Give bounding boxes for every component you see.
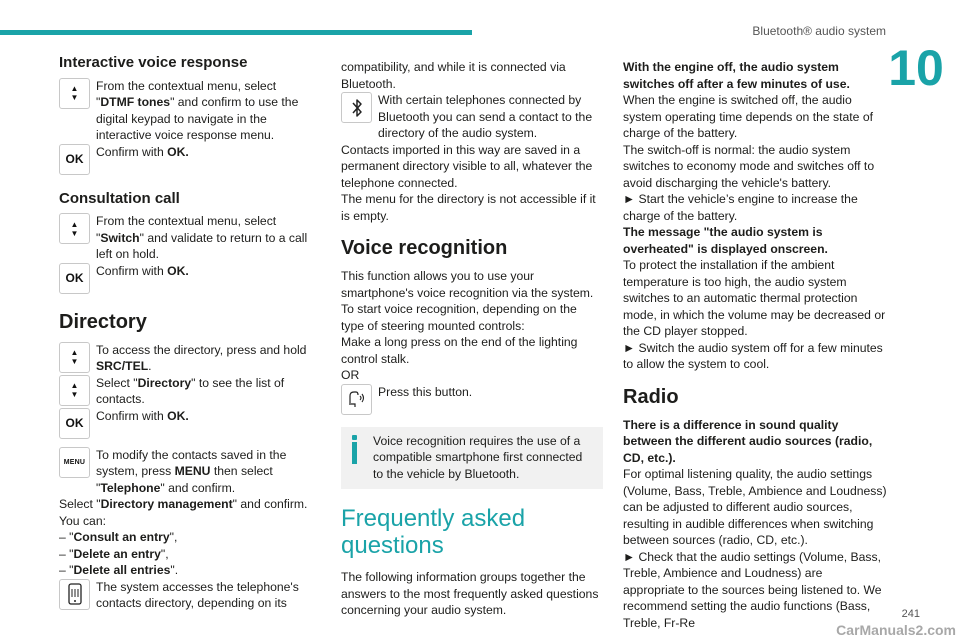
column-2 [341, 59, 603, 619]
question-heading: The message "the audio system is overheated" is displayed onscreen. [623, 225, 828, 256]
paragraph: The menu for the directory is not accessible if it is empty. [341, 192, 596, 223]
paragraph: compatibility, and while it is connected via Bluetooth. [341, 60, 566, 91]
paragraph: Make a long press on the end of the lighting control stalk. [341, 335, 578, 366]
dir-paragraph-select: Select "Directory management" and confirm. [59, 497, 308, 511]
menu-button-icon: MENU [59, 447, 90, 478]
section-heading-voice-recognition: Voice recognition [341, 237, 508, 259]
paragraph: ► Switch the audio system off for a few minutes to allow the system to cool. [623, 340, 883, 371]
paragraph: To protect the installation if the ambient temperature is too high, the audio system switches to an automatic thermal protection mode, in which the volume may be decreased or the CD player stopped. [623, 258, 886, 338]
dir-step-2: ▲ ▼ Select "Directory" to see the list of contacts. [59, 375, 317, 408]
smartphone-icon [59, 579, 90, 610]
paragraph: ► Start the vehicle’s engine to increase the charge of the battery. [623, 192, 858, 223]
paragraph: ► Check that the audio settings (Volume, Bass, Treble, Ambience and Loudness) are appropriate to the sources being listened to. We recommend setting the audio functions (Bass, Treble, Fr-Re [623, 549, 882, 630]
paragraph: To start voice recognition, depending on the type of steering mounted controls: [341, 302, 577, 333]
section-heading-radio: Radio [623, 385, 679, 408]
up-down-arrows-icon: ▲ ▼ [59, 342, 90, 373]
paragraph: The switch-off is normal: the audio system switches to economy mode and switches off to avoid discharging the vehicle's battery. [623, 142, 875, 190]
voice-command-icon [341, 384, 372, 415]
list-item: – "Delete all entries". [59, 563, 179, 577]
section-heading-consultation: Consultation call [59, 189, 180, 207]
dir-step-1: ▲ ▼ To access the directory, press and hold SRC/TEL. [59, 342, 317, 375]
column-1 [59, 55, 317, 612]
ivr-instruction: From the contextual menu, select "DTMF tones" and confirm to use the digital keypad to navigate in the interactive voice response menu. [96, 78, 299, 142]
up-down-arrows-icon: ▲ ▼ [59, 213, 90, 244]
ivr-step [59, 78, 317, 144]
consult-step [59, 213, 317, 263]
dir-confirm: OK Confirm with OK. [59, 408, 317, 439]
dir-paragraph-you-can: You can: [59, 513, 106, 528]
footer-watermark: CarManuals2.com [836, 622, 956, 638]
info-icon [349, 433, 359, 464]
voice-button-step: Press this button. [341, 384, 603, 415]
bluetooth-icon [341, 92, 372, 123]
dir-options-list [59, 529, 317, 579]
paragraph: Contacts imported in this way are saved in a permanent directory visible to all, whatever the telephone connected. [341, 142, 593, 190]
info-note: Voice recognition requires the use of a compatible smartphone first connected to the vehicle by Bluetooth. [341, 427, 603, 490]
column-3 [623, 59, 887, 631]
section-heading-directory: Directory [59, 310, 147, 333]
list-item: – "Consult an entry", [59, 530, 178, 544]
question-heading: There is a difference in sound quality between the different audio sources (radio, CD, etc.). [623, 417, 873, 465]
question-heading: With the engine off, the audio system switches off after a few minutes of use. [623, 60, 850, 91]
ok-button-icon: OK [59, 144, 90, 175]
ivr-confirm: OK Confirm with OK. [59, 144, 317, 175]
section-heading-faq: Frequently asked questions [341, 505, 526, 559]
dir-step-menu: MENU To modify the contacts saved in the system, press MENU then select "Telephone" and confirm. [59, 447, 317, 497]
paragraph: This function allows you to use your smartphone's voice recognition via the system. [341, 269, 594, 300]
dir-phone-step: The system accesses the telephone's contacts directory, depending on its [59, 579, 317, 612]
paragraph: When the engine is switched off, the audio system operating time depends on the state of charge of the battery. [623, 93, 873, 140]
bluetooth-step: With certain telephones connected by Bluetooth you can send a contact to the directory of the audio system. [341, 92, 603, 142]
chapter-number: 10 [888, 40, 944, 96]
paragraph: The following information groups together the answers to the most frequently asked questions concerning your audio system. [341, 570, 599, 617]
consult-confirm: OK Confirm with OK. [59, 263, 317, 294]
section-heading-ivr: Interactive voice response [59, 54, 248, 71]
paragraph: For optimal listening quality, the audio settings (Volume, Bass, Treble, Ambience and Loudness) can be adjusted to different audio sources, resulting in audible differences when switching between sources (radio, CD, etc.). [623, 467, 887, 547]
consult-instruction: From the contextual menu, select "Switch" and validate to return to a call left on hold. [96, 214, 308, 261]
ok-button-icon: OK [59, 263, 90, 294]
page-number: 241 [901, 608, 920, 620]
up-down-arrows-icon: ▲ ▼ [59, 375, 90, 406]
list-item: – "Delete an entry", [59, 546, 169, 561]
running-header: Bluetooth® audio system [752, 24, 886, 38]
ok-button-icon: OK [59, 408, 90, 439]
up-down-arrows-icon: ▲ ▼ [59, 78, 90, 109]
paragraph: OR [341, 368, 360, 382]
